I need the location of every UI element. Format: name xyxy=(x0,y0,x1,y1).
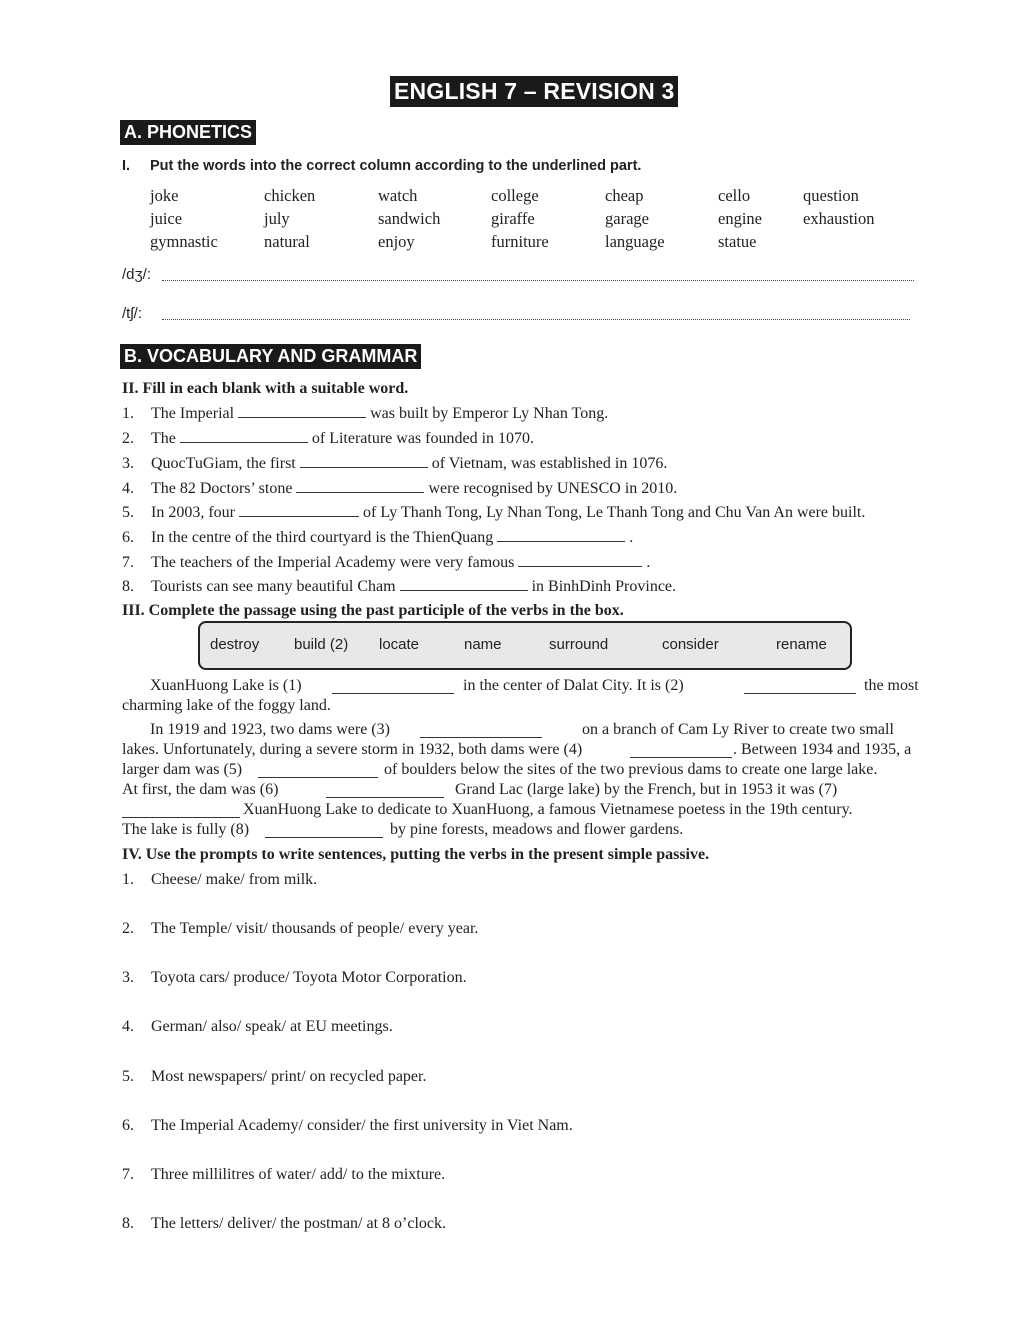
word: juice xyxy=(150,209,183,228)
blank[interactable] xyxy=(518,565,642,567)
word: cheap xyxy=(605,186,644,205)
answer-label-dz: /dʒ/: xyxy=(122,266,152,283)
word: question xyxy=(803,186,859,205)
verb-box-word: consider xyxy=(662,636,719,653)
word: language xyxy=(605,232,665,251)
blank[interactable] xyxy=(326,796,444,798)
verb-box-word: name xyxy=(464,636,502,653)
word: gymnastic xyxy=(150,232,218,251)
word: furniture xyxy=(491,232,549,251)
page-title: ENGLISH 7 – REVISION 3 xyxy=(390,76,678,107)
blank[interactable] xyxy=(122,816,240,818)
blank[interactable] xyxy=(180,441,308,443)
blank[interactable] xyxy=(630,756,732,758)
blank[interactable] xyxy=(265,836,383,838)
verb-box xyxy=(198,621,852,670)
word: joke xyxy=(150,186,179,205)
blank[interactable] xyxy=(400,589,528,591)
blank[interactable] xyxy=(497,540,625,542)
word: cello xyxy=(718,186,751,205)
word: engine xyxy=(718,209,762,228)
verb-box-word: build (2) xyxy=(294,636,349,653)
word: july xyxy=(264,209,290,228)
word: college xyxy=(491,186,539,205)
answer-label-tsh: /tʃ/: xyxy=(122,305,143,322)
word: chicken xyxy=(264,186,316,205)
verb-box-word: surround xyxy=(549,636,609,653)
verb-box-word: rename xyxy=(776,636,827,653)
blank[interactable] xyxy=(300,466,428,468)
blank[interactable] xyxy=(744,692,856,694)
task1-instruction: Put the words into the correct column according to the underlined part. xyxy=(150,158,642,174)
word: exhaustion xyxy=(803,209,875,228)
word: enjoy xyxy=(378,232,415,251)
verb-box-word: destroy xyxy=(210,636,260,653)
word: giraffe xyxy=(491,209,535,228)
section-b-heading: B. VOCABULARY AND GRAMMAR xyxy=(120,344,421,369)
task1-number: I. xyxy=(122,158,131,174)
word: statue xyxy=(718,232,757,251)
verb-box-word: locate xyxy=(379,636,420,653)
blank[interactable] xyxy=(296,491,424,493)
task2-instruction: II. Fill in each blank with a suitable word. xyxy=(122,380,409,397)
section-a-heading: A. PHONETICS xyxy=(120,120,256,145)
worksheet-page: ENGLISH 7 – REVISION 3 A. PHONETICS I. Put the words into the correct column according to the underlined part. joke chicken watch college cheap cello question juice july sandwich giraffe garage engine exhaustion gymnastic natural enjoy furniture language statue /dʒ/: /tʃ/: B. VOCABULARY AND GRAMMAR II. Fill in each blank with a suitable word. 1. The Imperial was built by Emperor Ly Nhan Tong. 2. The of Literature was founded in 1070. 3. QuocTuGiam, the first of Vietnam, was established in 1076. 4. The 82 Doctors’ stone were recognised by UNESCO in 2010. 5. In 2003, four of Ly Thanh Tong, Ly Nhan Tong, Le Thanh Tong and Chu Van An were built. 6. In the centre of the third courtyard is the ThienQuang . 7. The teachers of the Imperial Academy were very famous . 8. Tourists can see many beautiful Cham in BinhDinh Province. III. Complete the passage using the past participle of the verbs in the box. destroy build (2) locate name surround consider rename XuanHuong Lake is (1) in the center of Dalat City. It is (2) the most charming lake of the foggy land. In 1919 and 1923, two dams were (3) on a branch of Cam Ly River to create two small lakes. Unfortunately, during a severe storm in 1932, both dams were (4) . Between 1934 and 1935, a larger dam was (5) of boulders below the sites of the two previous dams to create one large lake. At first, the dam was (6) Grand Lac (large lake) by the French, but in 1953 it was (7) XuanHuong Lake to dedicate to XuanHuong, a famous Vietnamese poetess in the 19th century. The lake is fully (8) by pine forests, meadows and flower gardens. IV. Use the prompts to write sentences, putting the verbs in the present simple passive. 1. Cheese/ make/ from milk. 2. The Temple/ visit/ thousands of people/ every year. 3. Toyota cars/ produce/ Toyota Motor Corporation. 4. German/ also/ speak/ at EU meetings. 5. Most newspapers/ print/ on recycled paper. 6. The Imperial Academy/ consider/ the first university in Viet Nam. 7. Three millilitres of water/ add/ to the mixture. 8. The letters/ deliver/ the postman/ at 8 o’clock. xyxy=(122,78,919,1232)
word: sandwich xyxy=(378,209,441,228)
task3-instruction: III. Complete the passage using the past participle of the verbs in the box. xyxy=(122,602,624,619)
answer-line-dz[interactable] xyxy=(162,280,914,281)
blank[interactable] xyxy=(238,416,366,418)
word: watch xyxy=(378,186,418,205)
blank[interactable] xyxy=(420,736,542,738)
word: garage xyxy=(605,209,649,228)
blank[interactable] xyxy=(239,515,359,517)
task4-instruction: IV. Use the prompts to write sentences, putting the verbs in the present simple passive. xyxy=(122,846,710,863)
blank[interactable] xyxy=(332,692,454,694)
blank[interactable] xyxy=(258,776,378,778)
word: natural xyxy=(264,232,310,251)
answer-line-tsh[interactable] xyxy=(162,319,910,320)
